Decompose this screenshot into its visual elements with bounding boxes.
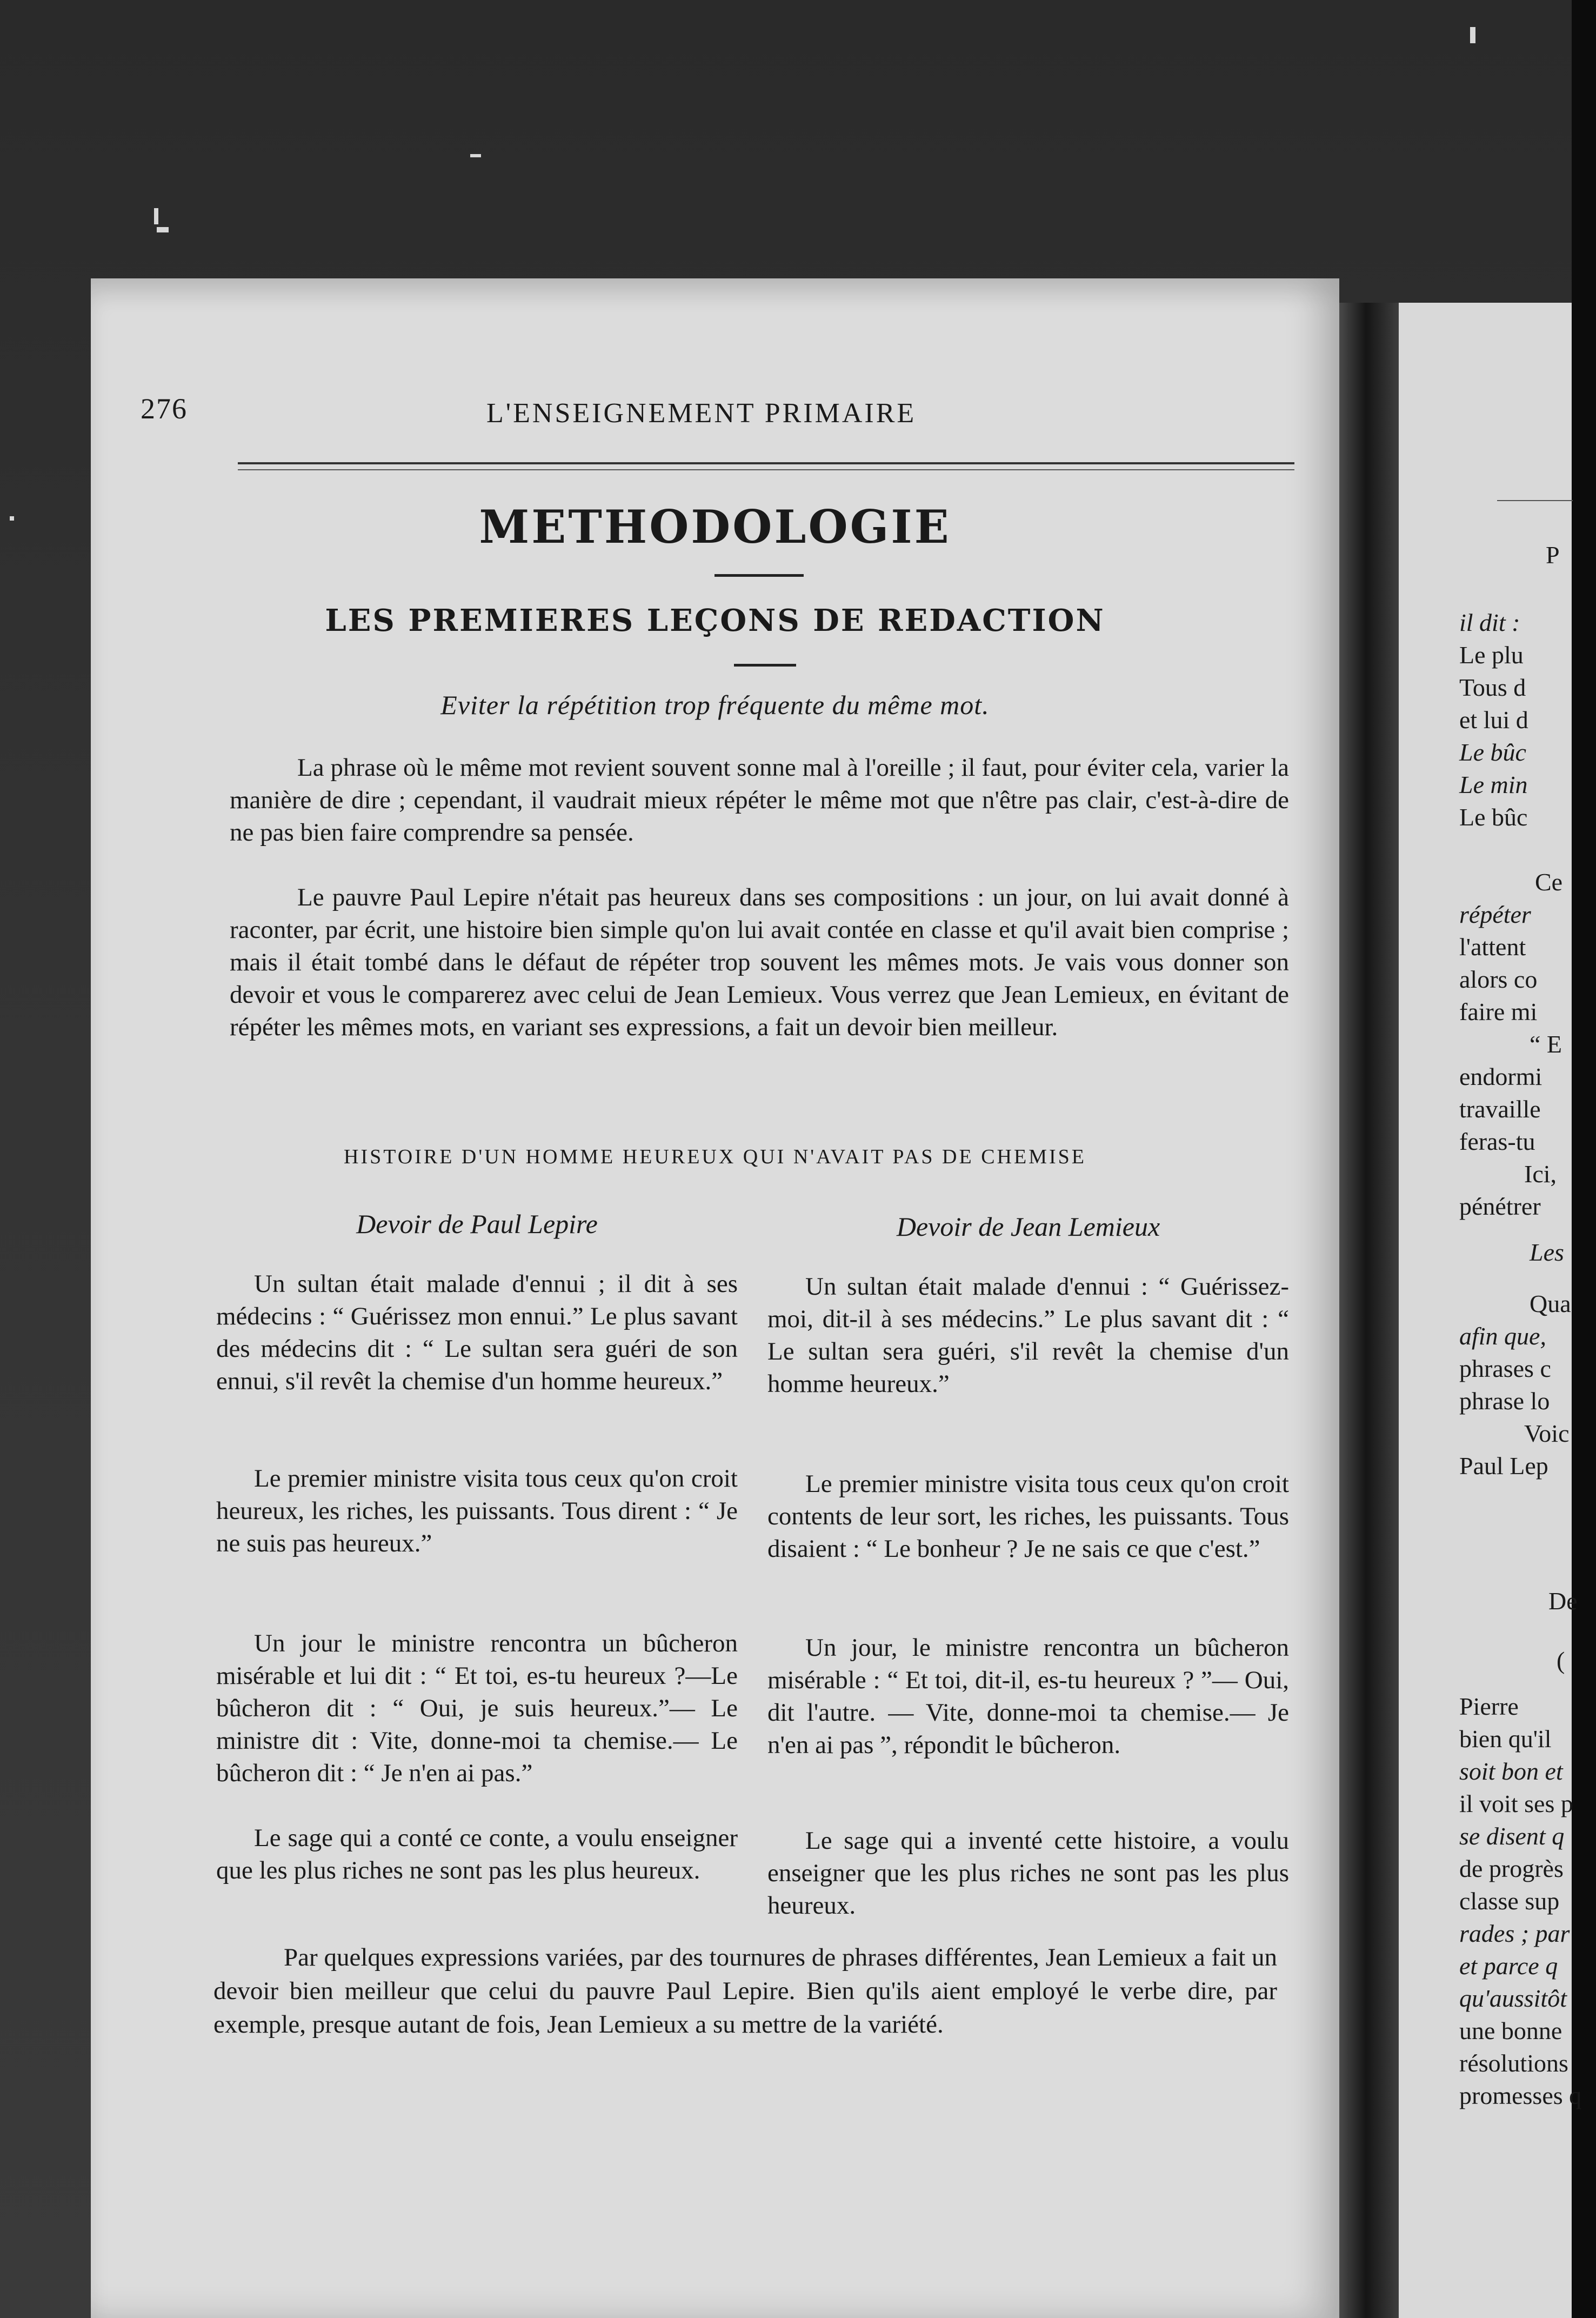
facing-page-fragment: Paul Lep bbox=[1459, 1452, 1548, 1480]
facing-page-fragment: et lui d bbox=[1459, 706, 1528, 734]
facing-page-fragment: “ E bbox=[1530, 1030, 1562, 1058]
title-divider bbox=[714, 574, 804, 577]
facing-page-fragment: de progrès bbox=[1459, 1855, 1564, 1882]
story-heading: HISTOIRE D'UN HOMME HEUREUX QUI N'AVAIT PAS DE CHEMISE bbox=[344, 1145, 1086, 1168]
facing-page-fragment: De bbox=[1548, 1587, 1578, 1615]
left-column-paragraph: Un jour le ministre rencontra un bûcheron misérable et lui dit : “ Et toi, es-tu heureux ?—Le bûcheron dit : “ Oui, je suis heureux.”— Le ministre dit : Vite, donne-moi ta chemise.— Le bûcheron dit : “ Je n'en ai pas.” bbox=[216, 1629, 738, 1787]
facing-page-fragment: phrases c bbox=[1459, 1355, 1551, 1382]
facing-page-fragment: Tous d bbox=[1459, 674, 1526, 701]
left-column-paragraph: Le premier ministre visita tous ceux qu'on croit heureux, les riches, les puissants. Tous dirent : “ Je ne suis pas heureux.” bbox=[216, 1464, 738, 1557]
facing-page-fragment: Le bûc bbox=[1459, 738, 1526, 766]
facing-page-fragment: il voit ses p bbox=[1459, 1790, 1573, 1817]
title-divider bbox=[734, 664, 796, 667]
facing-page-rule bbox=[1497, 500, 1573, 501]
dust-speck bbox=[154, 208, 158, 224]
facing-page-fragment: Le min bbox=[1459, 771, 1528, 798]
facing-page-fragment: Les bbox=[1530, 1238, 1564, 1266]
facing-page-fragment: il dit : bbox=[1459, 609, 1520, 636]
facing-page-fragment: se disent q bbox=[1459, 1822, 1565, 1850]
facing-page-fragment: classe sup bbox=[1459, 1887, 1560, 1915]
right-column-title: Devoir de Jean Lemieux bbox=[896, 1211, 1160, 1242]
facing-page-fragment: endormi bbox=[1459, 1063, 1542, 1090]
right-column-paragraph: Le premier ministre visita tous ceux qu'on croit contents de leur sort, les riches, les puissants. Tous disaient : “ Le bonheur ? Je ne sais ce que c'est.” bbox=[767, 1470, 1289, 1563]
facing-page-fragment: une bonne bbox=[1459, 2017, 1562, 2044]
facing-page-fragment: phrase lo bbox=[1459, 1387, 1550, 1415]
facing-page-fragment: Ici, bbox=[1524, 1160, 1557, 1188]
intro-paragraph: La phrase où le même mot revient souvent sonne mal à l'oreille ; il faut, pour éviter cela, varier la manière de dire ; cependant, il vaudrait mieux répéter le même mot que n'être pas clair, c'est-à-dire de ne pas bien faire comprendre sa pensée. bbox=[230, 754, 1289, 847]
right-column-paragraph: Le sage qui a inventé cette histoire, a voulu enseigner que les plus riches ne sont pas les plus heureux. bbox=[767, 1827, 1289, 1920]
conclusion-paragraph: Par quelques expressions variées, par des tournures de phrases différentes, Jean Lemieux a fait un devoir bien meilleur que celui du pauvre Paul Lepire. Bien qu'ils aient employé le verbe dire, par exemple, presque autant de fois, Jean Lemieux a su mettre de la variété. bbox=[213, 1943, 1277, 2039]
left-column-title: Devoir de Paul Lepire bbox=[356, 1209, 598, 1239]
facing-page-fragment: répéter bbox=[1459, 901, 1531, 928]
header-rule bbox=[238, 462, 1294, 464]
facing-page-fragment: pénétrer bbox=[1459, 1193, 1541, 1220]
book-gutter bbox=[1339, 303, 1399, 2318]
dust-speck bbox=[10, 516, 14, 521]
article-title: LES PREMIERES LEÇONS DE REDACTION bbox=[325, 603, 1105, 638]
intro-paragraph: Le pauvre Paul Lepire n'était pas heureux dans ses compositions : un jour, on lui avait donné à raconter, par écrit, une histoire bien simple qu'on lui avait contée en classe et qu'il avait bien comprise ; mais il était tombé dans le défaut de répéter trop souvent les mêmes mots. Je vais vous donner son devoir et vous le comparerez avec celui de Jean Lemieux. Vous verrez que Jean Lemieux, en évitant de répéter les mêmes mots, en variant ses expressions, a fait un devoir bien meilleur. bbox=[230, 883, 1289, 1041]
facing-page-fragment: feras-tu bbox=[1459, 1128, 1535, 1155]
dust-speck bbox=[157, 227, 169, 232]
facing-page-fragment: rades ; par bbox=[1459, 1920, 1570, 1947]
facing-page-fragment: travaille bbox=[1459, 1095, 1541, 1123]
facing-page-fragment: résolutions bbox=[1459, 2049, 1568, 2077]
facing-page-fragment: Ce bbox=[1535, 868, 1563, 896]
dust-speck bbox=[470, 154, 481, 157]
facing-page-fragment: promesses q bbox=[1459, 2082, 1582, 2109]
facing-page-fragment: Le bûc bbox=[1459, 803, 1528, 831]
facing-page-fragment: P bbox=[1546, 541, 1560, 569]
dust-speck bbox=[1470, 27, 1475, 43]
facing-page-fragment: ( bbox=[1557, 1647, 1565, 1674]
left-column-paragraph: Un sultan était malade d'ennui ; il dit à ses médecins : “ Guérissez mon ennui.” Le plus savant des médecins dit : “ Le sultan sera guéri de son ennui, s'il revêt la chemise d'un homme heureux.” bbox=[216, 1270, 738, 1395]
page-number: 276 bbox=[141, 392, 188, 425]
facing-page-fragment: afin que, bbox=[1459, 1322, 1546, 1350]
facing-page-fragment: Pierre bbox=[1459, 1693, 1519, 1720]
right-column-paragraph: Un sultan était malade d'ennui : “ Guérissez-moi, dit-il à ses médecins.” Le plus savant dit : “ Le sultan sera guéri, s'il revêt la chemise d'un homme heureux.” bbox=[767, 1273, 1289, 1398]
facing-page-fragment: Le plu bbox=[1459, 641, 1524, 669]
facing-page-fragment: Qua bbox=[1530, 1290, 1571, 1317]
epigraph: Eviter la répétition trop fréquente du même mot. bbox=[440, 690, 990, 720]
section-title: METHODOLOGIE bbox=[479, 500, 951, 554]
facing-page-fragment: bien qu'il bbox=[1459, 1725, 1552, 1753]
scan-edge bbox=[1572, 0, 1596, 2318]
right-column-paragraph: Un jour, le ministre rencontra un bûcheron misérable : “ Et toi, dit-il, es-tu heureux ? ”— Oui, dit l'autre. — Vite, donne-moi ta chemise.— Je n'en ai pas ”, répondit le bûcheron. bbox=[767, 1634, 1289, 1759]
facing-page-fragment: alors co bbox=[1459, 965, 1538, 993]
facing-page-fragment: soit bon et bbox=[1459, 1757, 1563, 1785]
header-rule-thin bbox=[238, 469, 1294, 470]
facing-page-fragment: l'attent bbox=[1459, 933, 1526, 961]
facing-page-fragment: et parce q bbox=[1459, 1952, 1558, 1980]
facing-page-fragment: qu'aussitôt bbox=[1459, 1984, 1567, 2012]
facing-page-fragment: Voic bbox=[1524, 1420, 1570, 1447]
facing-page-fragment: faire mi bbox=[1459, 998, 1538, 1025]
running-head: L'ENSEIGNEMENT PRIMAIRE bbox=[486, 398, 917, 429]
left-column-paragraph: Le sage qui a conté ce conte, a voulu enseigner que les plus riches ne sont pas les plus heureux. bbox=[216, 1824, 738, 1884]
